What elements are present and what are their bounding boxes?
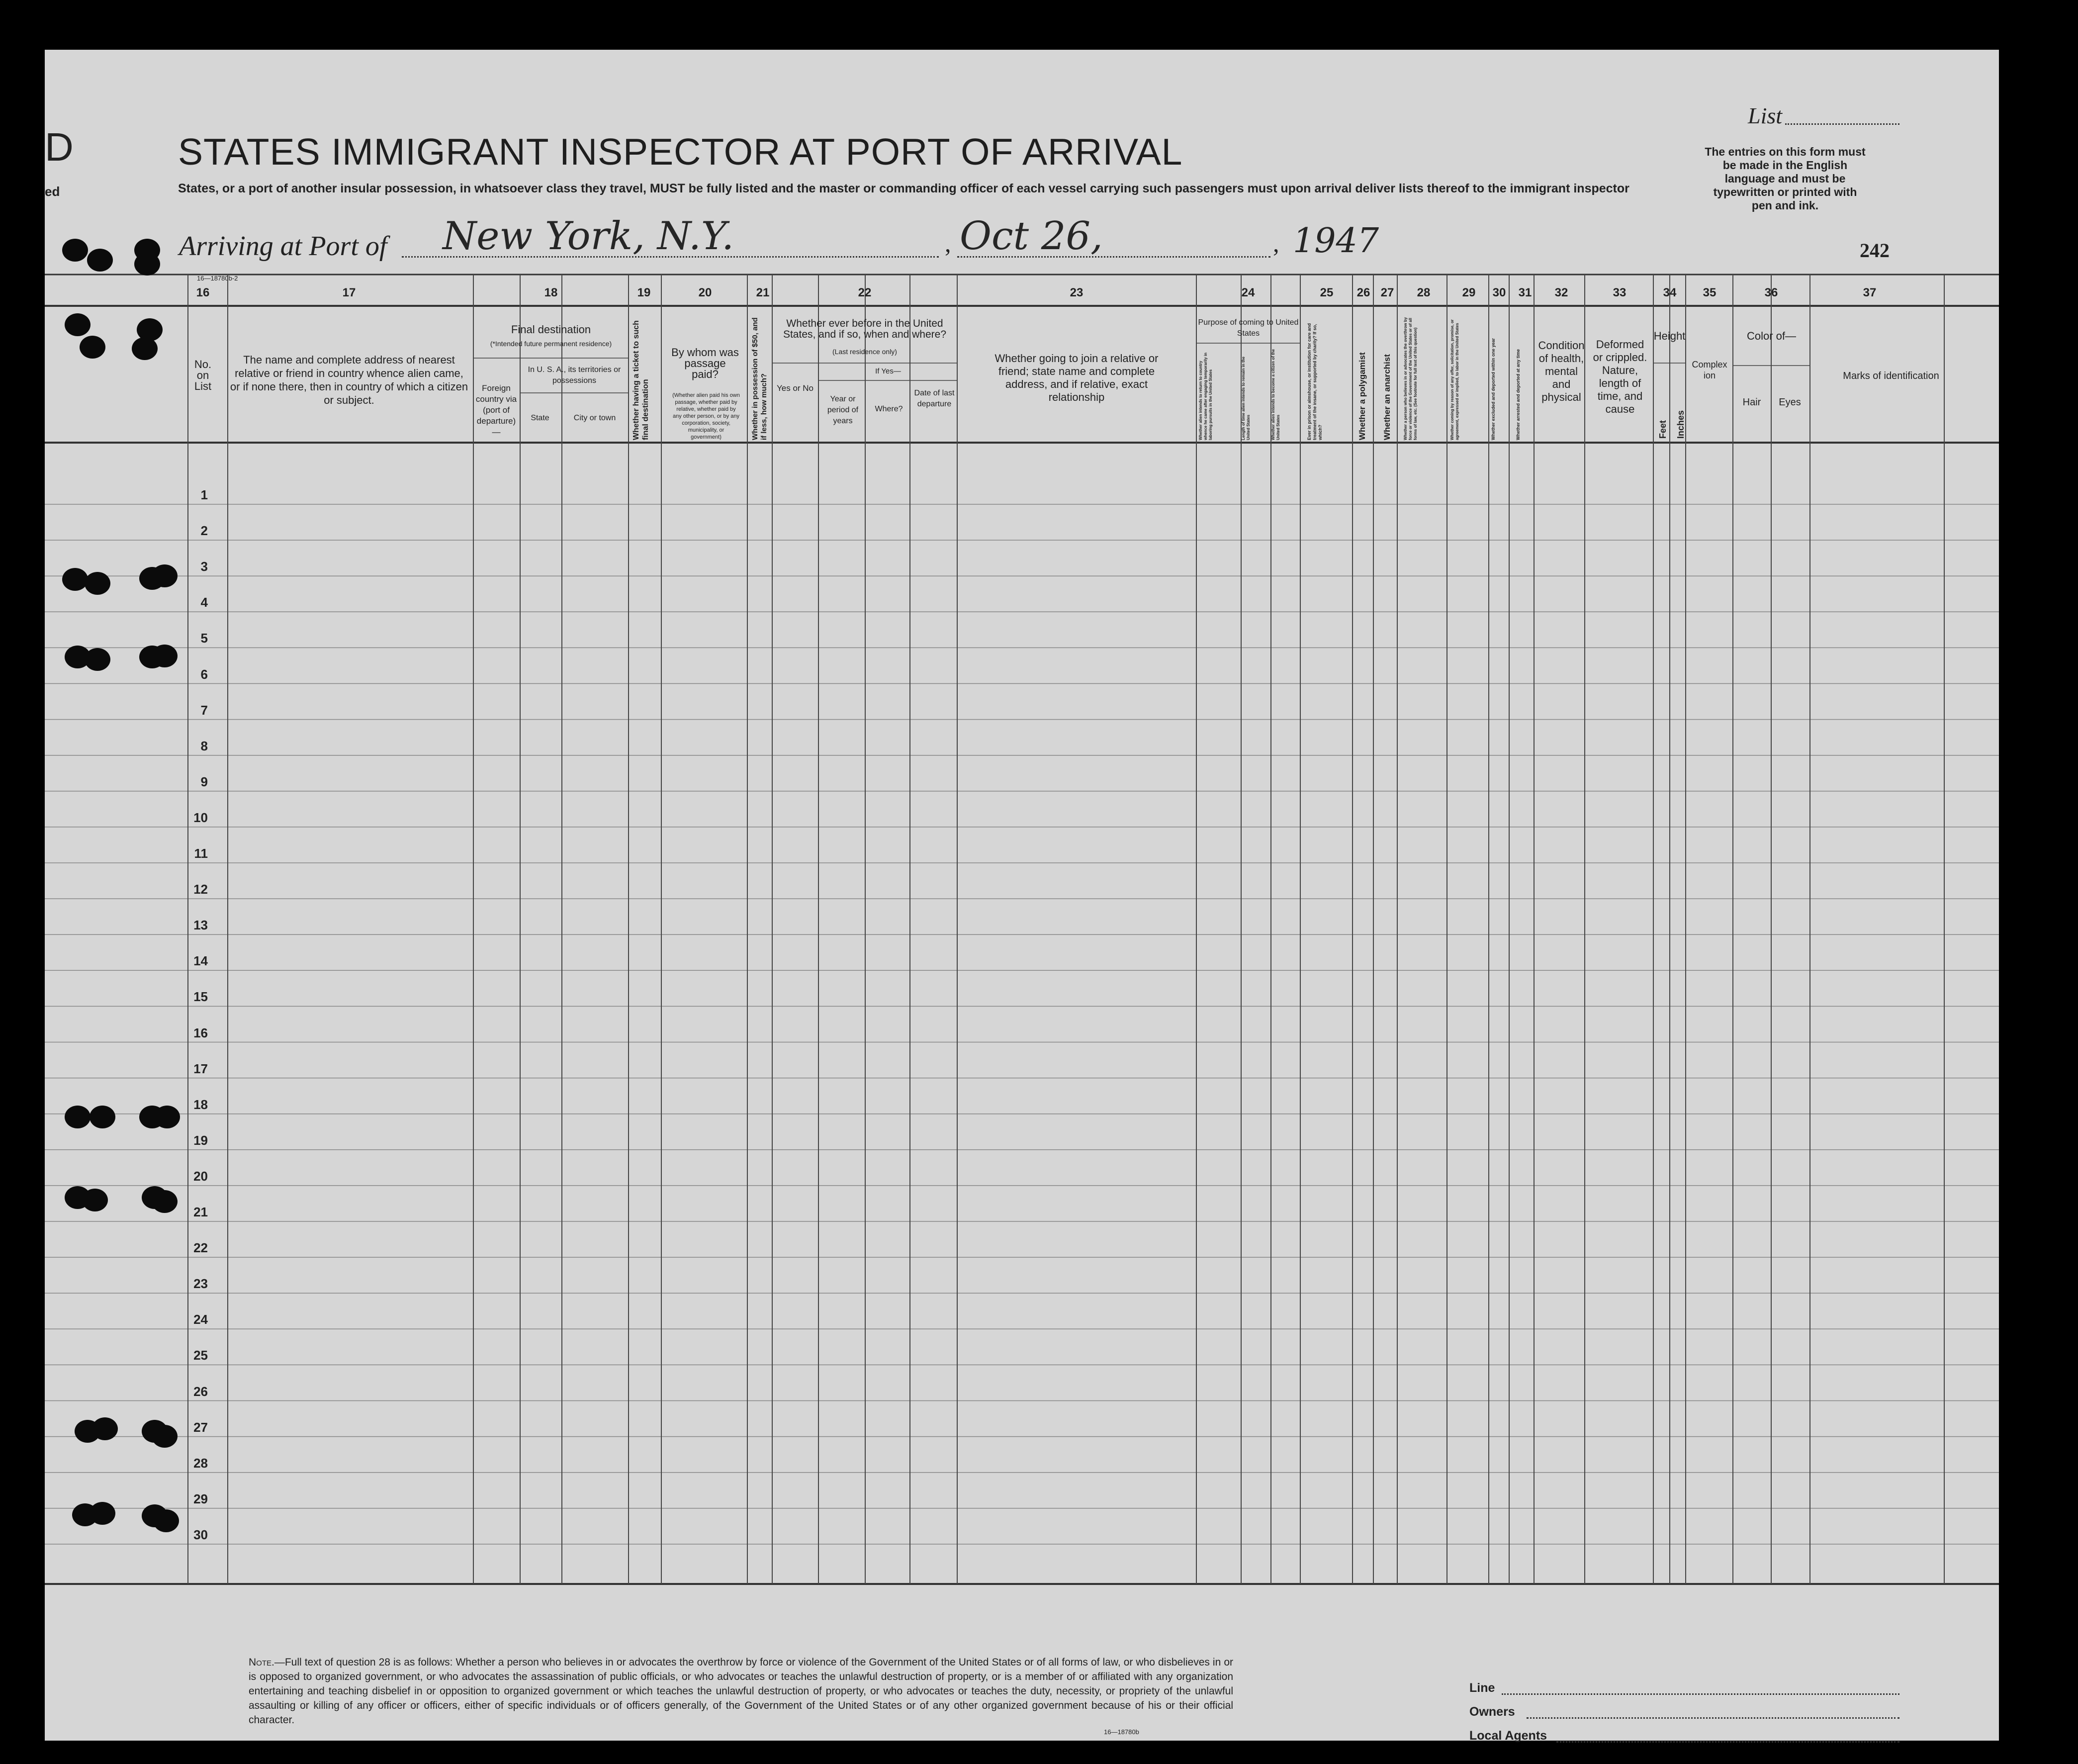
header-yes-or-no: Yes or No: [776, 383, 814, 393]
header-purpose-length: Length of time alien intends to remain in the United States: [1241, 356, 1251, 440]
header-labor-offer: Whether coming by reason of any offer, solicitation, promise, or agreement, expressed or implied, to labor in the United States: [1450, 319, 1459, 440]
col-num-23: 23: [1070, 286, 1084, 299]
row-number: 7: [200, 702, 208, 718]
row-number: 13: [193, 918, 208, 933]
header-purpose-return: Whether alien intends to return to country whence he came after engaging temporarily in laboring pursuits in the United States: [1198, 352, 1213, 440]
header-city-or-town: City or town: [573, 414, 616, 422]
col-num-37: 37: [1863, 286, 1877, 299]
col-num-20: 20: [698, 286, 712, 299]
header-passage-paid: By whom was passage paid?: [671, 346, 739, 380]
arriving-label: Arriving at Port of: [179, 231, 387, 262]
header-eyes: Eyes: [1779, 397, 1801, 408]
header-final-destination: Final destination: [511, 323, 591, 336]
header-passage-paid-note: (Whether alien paid his own passage, whether paid by relative, whether paid by any other person, or by any corporation, society, municipality, or government): [672, 392, 740, 440]
row-number: 27: [193, 1419, 208, 1435]
header-ever-before: Whether ever before in the United States, and if so, when and where?: [783, 318, 947, 340]
col-num-33: 33: [1613, 286, 1626, 299]
header-color-of: Color of—: [1746, 330, 1797, 342]
col-num-32: 32: [1554, 286, 1568, 299]
list-label: List: [1748, 103, 1783, 128]
row-number: 6: [200, 666, 208, 682]
col-num-30: 30: [1492, 286, 1506, 299]
row-number: 5: [200, 631, 208, 646]
header-final-destination-note: (*Intended future permanent residence): [490, 340, 612, 348]
row-number: 19: [193, 1132, 208, 1148]
row-number: 3: [200, 559, 208, 574]
local-agents-field: [1556, 1741, 1899, 1743]
year-handwritten: 1947: [1293, 221, 1379, 261]
owners-field: [1527, 1717, 1899, 1719]
header-no-on-list: No. on List: [194, 358, 212, 392]
row-number: 2: [200, 523, 208, 539]
comma-separator: ,: [945, 229, 951, 257]
col-num-31: 31: [1518, 286, 1532, 299]
row-number: 9: [200, 774, 208, 789]
header-health: Condition of health, mental and physical: [1538, 339, 1585, 403]
header-ticket: Whether having a ticket to such final destination: [632, 320, 650, 440]
row-number: 23: [193, 1276, 208, 1292]
footnote-label: Note.: [249, 1657, 274, 1668]
row-number: 11: [194, 846, 208, 861]
comma-separator-2: ,: [1273, 229, 1279, 257]
col-num-16: 16: [196, 286, 210, 299]
row-number: 24: [193, 1312, 208, 1327]
header-state: State: [531, 414, 549, 422]
header-anarchist: Whether an anarchist: [1382, 354, 1392, 440]
row-number: 28: [193, 1455, 208, 1471]
col-num-21: 21: [756, 286, 770, 299]
header-deformed: Deformed or crippled. Nature, length of time, and cause: [1593, 338, 1647, 415]
col-num-17: 17: [342, 286, 356, 299]
row-number: 22: [193, 1240, 208, 1256]
line-field: [1502, 1693, 1899, 1695]
col-num-36: 36: [1764, 286, 1778, 299]
header-where: Where?: [875, 405, 903, 413]
header-height: Height: [1653, 330, 1686, 342]
row-number: 12: [193, 882, 208, 897]
header-feet: Feet: [1658, 420, 1668, 439]
local-agents-label: Local Agents: [1469, 1729, 1547, 1743]
header-foreign-country: Foreign country via (port of departure)—: [475, 383, 517, 437]
left-fragment-subtitle: ed: [45, 184, 60, 199]
line-label: Line: [1469, 1681, 1495, 1695]
col-num-18: 18: [544, 286, 558, 299]
col-num-26: 26: [1356, 286, 1370, 299]
col-num-28: 28: [1417, 286, 1431, 299]
row-number: 15: [193, 989, 208, 1005]
col-num-29: 29: [1462, 286, 1476, 299]
row-number: 20: [193, 1168, 208, 1184]
row-number: 30: [193, 1527, 208, 1542]
left-fragment-title: D: [45, 125, 74, 169]
header-going-to-join: Whether going to join a relative or friend; state name and complete address, and if relative, exact relationship: [994, 352, 1159, 403]
col-num-19: 19: [637, 286, 651, 299]
header-purpose-citizen: Whether alien intends to become a citizen of the United States: [1271, 349, 1280, 440]
header-if-yes: If Yes—: [875, 367, 901, 375]
manifest-sheet: [45, 50, 1999, 1741]
row-number: 17: [193, 1061, 208, 1076]
row-number: 10: [193, 810, 208, 825]
header-excluded: Whether excluded and deported within one year: [1491, 338, 1496, 440]
col-num-34: 34: [1663, 286, 1677, 299]
row-number: 8: [200, 738, 208, 753]
header-complexion: Complexion: [1692, 360, 1727, 380]
form-instruction: States, or a port of another insular possession, in whatsoever class they travel, MUST be fully listed and the master or commanding officer of each vessel carrying such passengers must upon arrival deliver lists thereof to the immigrant inspector: [178, 182, 1629, 195]
port-handwritten: New York, N.Y.: [443, 214, 734, 259]
owners-label: Owners: [1469, 1705, 1515, 1719]
header-marks-identification: Marks of identification: [1843, 371, 1939, 381]
col-num-35: 35: [1703, 286, 1717, 299]
form-title: STATES IMMIGRANT INSPECTOR AT PORT OF ARRIVAL: [178, 131, 1183, 173]
header-polygamist: Whether a polygamist: [1357, 352, 1367, 440]
header-in-usa: In U. S. A., its territories or possessions: [528, 366, 621, 385]
col-num-24: 24: [1241, 286, 1255, 299]
table-grid: [45, 50, 1999, 1741]
row-number: 21: [193, 1205, 208, 1219]
row-number: 26: [193, 1384, 208, 1399]
header-date-last-departure: Date of last departure: [914, 389, 955, 408]
header-nearest-relative: The name and complete address of nearest relative or friend in country whence alien came, or if none there, then in country of which a citizen or subject.: [230, 354, 468, 406]
row-number: 4: [200, 595, 208, 610]
col-num-25: 25: [1320, 286, 1334, 299]
footnote-text: —Full text of question 28 is as follows: Whether a person who believes in or advocates the overthrow by force or violence of the Government of the United States or of all forms of law, or who disbelieves in or is opposed to organized government, or who advocates the assassination of public officials, or who advocates or teaches the unlawful destruction of property, or is a member of or affiliated with any organization entertaining and teaching disbelief in or opposition to organized government or which teaches the unlawful destruction of property, or who advocates or teaches the duty, necessity, or propriety of the unlawful assaulting or killing of any officer or officers, either of specific individuals or of officers generally, of the Government of the United States or of any other organized government because of his or their official character.: [249, 1657, 1233, 1726]
header-overthrow: Whether a person who believes in or advocates the overthrow by force or violence of the Government of the United States or of all forms of law, etc. (See footnote for full text of this question): [1403, 317, 1418, 440]
header-purpose: Purpose of coming to United States: [1198, 318, 1299, 338]
row-number: 14: [193, 953, 208, 969]
header-hair: Hair: [1742, 397, 1761, 408]
form-code-bottom: 16—18780b: [1104, 1728, 1139, 1736]
row-number: 29: [193, 1491, 208, 1506]
date-handwritten: Oct 26,: [960, 214, 1103, 259]
header-arrested: Whether arrested and deported at any time: [1516, 349, 1521, 440]
header-year-period: Year or period of years: [827, 395, 859, 425]
header-prison: Ever in prison or almshouse, or institution for care and treatment of the insane, or supported by charity? If so, which?: [1307, 323, 1323, 440]
list-number: 242: [1860, 239, 1890, 262]
row-number: 18: [193, 1097, 208, 1112]
header-last-residence-note: (Last residence only): [832, 348, 897, 356]
row-number: 1: [200, 487, 208, 502]
row-number: 16: [193, 1025, 208, 1040]
row-number: 25: [193, 1348, 208, 1363]
footnote-question-28: [249, 1655, 1233, 1727]
header-inches: Inches: [1676, 410, 1686, 439]
col-num-27: 27: [1380, 286, 1394, 299]
form-notice: The entries on this form must be made in the English language and must be typewritten or printed with pen and ink.: [1705, 145, 1866, 212]
form-code-top: 16—18780b-2: [197, 275, 238, 282]
header-possession-50: Whether in possession of $50, and if less, how much?: [751, 317, 768, 440]
col-num-22: 22: [858, 286, 872, 299]
